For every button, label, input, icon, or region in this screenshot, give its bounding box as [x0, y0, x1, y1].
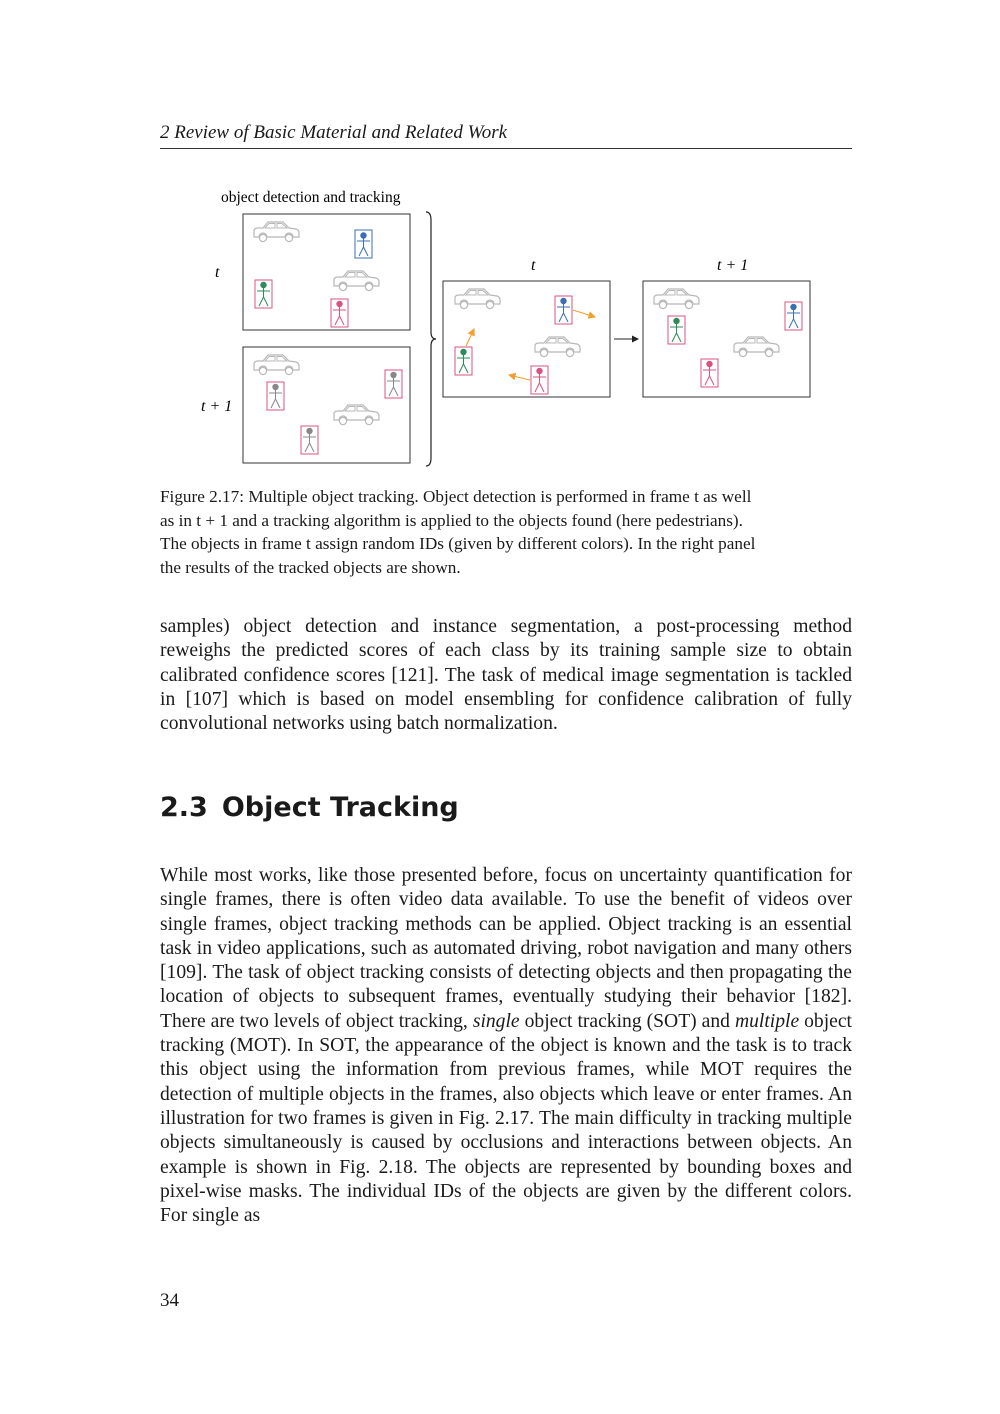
car-icon	[455, 289, 500, 309]
pedestrian-green-icon	[255, 280, 272, 308]
pedestrian-green-icon	[455, 347, 472, 375]
frame-label-t: t	[215, 264, 220, 281]
running-head: 2 Review of Basic Material and Related Work	[160, 122, 852, 149]
curly-brace	[426, 212, 436, 466]
emphasis-multiple: multiple	[734, 1010, 800, 1032]
car-icon	[535, 337, 580, 357]
caption-line: the results of the tracked objects are shown.	[160, 557, 461, 577]
motion-arrow	[573, 310, 595, 317]
pedestrian-gray-icon	[385, 370, 402, 398]
pedestrian-gray-icon	[301, 426, 318, 454]
right-label-t: t	[531, 257, 536, 274]
right-label-t1: t + 1	[717, 257, 749, 274]
motion-arrow	[466, 329, 474, 346]
car-icon	[734, 337, 779, 357]
text-run: object tracking (MOT). In SOT, the appearance of the object is known and the task is to track this object using the information from previous frames, while MOT requires the detection of multiple objects in the frames, also objects which leave or enter frames. An illustration for two frames is given in Fig. 2.17. The main difficulty in tracking multiple objects simultaneously is caused by occlusions and interactions between objects. An example is shown in Fig. 2.18. The objects are represented by bounding boxes and pixel-wise masks. The individual IDs of the objects are given by the different colors. For single as	[160, 1010, 853, 1227]
caption-line: The objects in frame t assign random IDs (given by different colors). In the right panel	[160, 534, 756, 553]
pedestrian-pink-icon	[531, 366, 548, 394]
motion-arrow	[509, 375, 530, 380]
section-title: Object Tracking	[221, 792, 459, 823]
car-icon	[654, 289, 699, 309]
figure-caption	[160, 485, 852, 579]
text-run: object tracking (SOT) and	[519, 1010, 735, 1032]
pedestrian-blue-icon	[555, 296, 572, 324]
pedestrian-blue-icon	[355, 230, 372, 258]
car-icon	[334, 271, 379, 291]
car-icon	[334, 405, 379, 425]
caption-line: Figure 2.17: Multiple object tracking. Object detection is performed in frame t as well	[160, 487, 752, 506]
pedestrian-pink-icon	[331, 299, 348, 327]
car-icon	[254, 222, 299, 242]
text-run: While most works, like those presented before, focus on uncertainty quantification for single frames, there is often video data available. To use the benefit of videos over single frames, object tracking methods can be applied. Object tracking is an essential task in video applications, such as automated driving, robot navigation and many others [109]. The task of object tracking consists of detecting objects and then propagating the location of objects to subsequent frames, eventually studying their behavior [182]. There are two levels of object tracking,	[160, 865, 852, 1032]
paragraph-object-tracking	[160, 864, 852, 1228]
frame-t1-box	[243, 347, 410, 463]
paragraph-continued: samples) object detection and instance segmentation, a post-processing method reweighs the predicted scores of each class by its training sample size to obtain calibrated confidence scores [121]. The task of medical image segmentation is tackled in [107] which is based on model ensembling for confidence calibration of fully convolutional networks using batch normalization.	[160, 616, 852, 735]
figure-2-17	[0, 0, 1000, 480]
car-icon	[254, 355, 299, 375]
figure-panel-title: object detection and tracking	[221, 189, 401, 206]
caption-line: as in t + 1 and a tracking algorithm is applied to the objects found (here pedestrians).	[160, 510, 743, 530]
section-heading	[160, 792, 459, 823]
pedestrian-gray-icon	[267, 382, 284, 410]
section-number: 2.3	[160, 792, 208, 823]
page-number: 34	[160, 1290, 179, 1311]
frame-label-t1: t + 1	[201, 398, 233, 415]
frame-t-box	[243, 214, 410, 330]
pedestrian-green-icon	[668, 316, 685, 344]
pedestrian-blue-icon	[785, 302, 802, 330]
pedestrian-pink-icon	[701, 359, 718, 387]
emphasis-single: single	[472, 1010, 520, 1032]
